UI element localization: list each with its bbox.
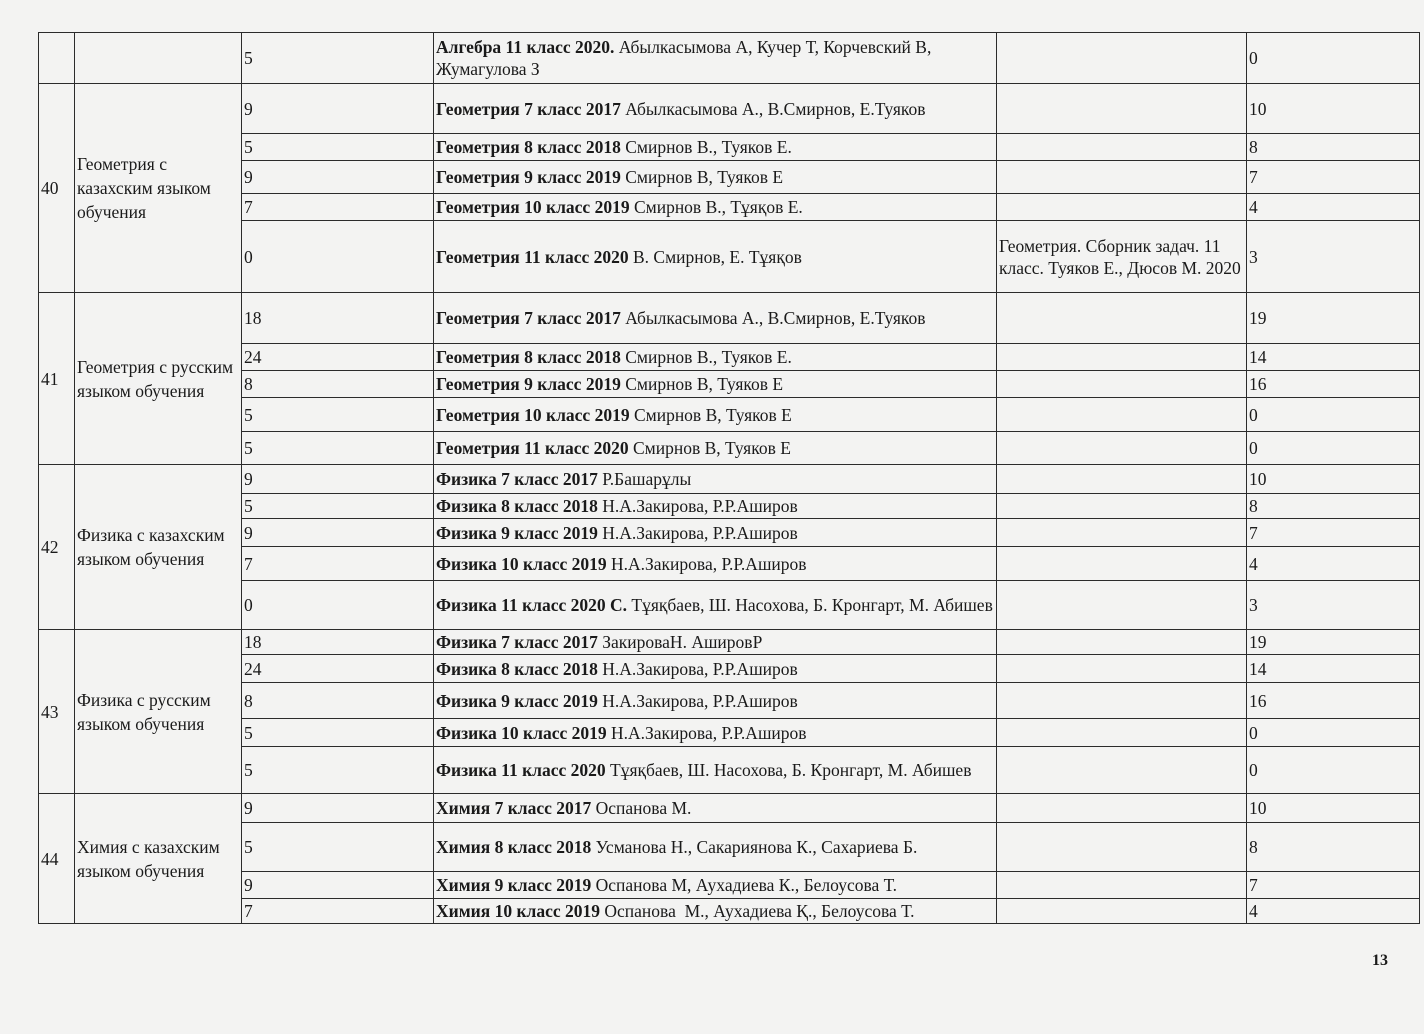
textbook-table-body [39, 33, 1420, 924]
table-row [39, 823, 1420, 872]
textbook-title: Химия 9 класс 2019 [436, 875, 592, 895]
row-number: 40 [39, 84, 75, 293]
extra-material-cell: Геометрия. Сборник задач. 11 класс. Туяков Е., Дюсов М. 2020 [997, 221, 1247, 293]
extra-material-cell [997, 823, 1247, 872]
available-cell: 4 [1247, 899, 1420, 924]
available-cell: 0 [1247, 398, 1420, 432]
textbook-cell [434, 747, 997, 794]
table-row [39, 293, 1420, 344]
table-row [39, 872, 1420, 899]
textbook-cell [434, 823, 997, 872]
quantity-cell: 24 [242, 344, 434, 371]
table-row [39, 519, 1420, 547]
textbook-table [38, 32, 1420, 924]
extra-material-cell [997, 494, 1247, 519]
textbook-authors: Тұяқбаев, Ш. Насохова, Б. Кронгарт, М. Абишев [605, 760, 972, 780]
textbook-authors: ЗакироваН. АшировР [597, 632, 763, 652]
quantity-cell: 7 [242, 547, 434, 581]
table-row [39, 581, 1420, 630]
textbook-title: Химия 7 класс 2017 [436, 798, 592, 818]
subject-cell: Физика с русским языком обучения [75, 630, 242, 794]
quantity-cell: 18 [242, 293, 434, 344]
textbook-cell [434, 134, 997, 161]
extra-material-cell [997, 33, 1247, 84]
table-row [39, 33, 1420, 84]
textbook-cell [434, 630, 997, 655]
available-cell: 0 [1247, 719, 1420, 747]
quantity-cell: 9 [242, 465, 434, 494]
quantity-cell: 5 [242, 432, 434, 465]
textbook-title: Геометрия 7 класс 2017 [436, 98, 621, 119]
available-cell: 19 [1247, 293, 1420, 344]
table-row [39, 683, 1420, 719]
textbook-title: Геометрия 8 класс 2018 [436, 347, 621, 367]
available-cell: 8 [1247, 823, 1420, 872]
textbook-title: Физика 8 класс 2018 [436, 658, 598, 679]
textbook-title: Физика 11 класс 2020 С. [436, 595, 628, 615]
extra-material-cell [997, 134, 1247, 161]
extra-material-cell [997, 371, 1247, 398]
textbook-authors: Смирнов В., Туяков Е. [620, 137, 792, 157]
quantity-cell: 7 [242, 194, 434, 221]
available-cell: 16 [1247, 683, 1420, 719]
quantity-cell: 5 [242, 823, 434, 872]
quantity-cell: 5 [242, 33, 434, 84]
textbook-authors: Оспанова М, Аухадиева К., Белоусова Т. [591, 875, 897, 895]
table-row [39, 465, 1420, 494]
textbook-cell [434, 33, 997, 84]
table-row [39, 655, 1420, 683]
table-row [39, 221, 1420, 293]
textbook-cell [434, 371, 997, 398]
textbook-authors: Усманова Н., Сакариянова К., Сахариева Б. [591, 837, 918, 857]
quantity-cell: 18 [242, 630, 434, 655]
textbook-cell [434, 547, 997, 581]
textbook-title: Геометрия 11 класс 2020 [436, 246, 629, 267]
textbook-authors: В. Смирнов, Е. Тұяқов [628, 246, 802, 267]
textbook-cell [434, 494, 997, 519]
textbook-authors: Смирнов В, Туяков Е [628, 438, 791, 458]
table-row [39, 194, 1420, 221]
textbook-title: Геометрия 9 класс 2019 [436, 167, 621, 187]
textbook-title: Геометрия 8 класс 2018 [436, 137, 621, 157]
row-number: 44 [39, 794, 75, 924]
extra-material-cell [997, 547, 1247, 581]
textbook-cell [434, 432, 997, 465]
quantity-cell: 8 [242, 371, 434, 398]
quantity-cell: 0 [242, 581, 434, 630]
available-cell: 3 [1247, 221, 1420, 293]
table-row [39, 84, 1420, 134]
textbook-title: Физика 10 класс 2019 [436, 722, 607, 743]
quantity-cell: 5 [242, 398, 434, 432]
textbook-authors: Н.А.Закирова, Р.Р.Аширов [597, 522, 798, 543]
quantity-cell: 9 [242, 872, 434, 899]
textbook-title: Геометрия 9 класс 2019 [436, 374, 621, 394]
quantity-cell: 24 [242, 655, 434, 683]
quantity-cell: 9 [242, 794, 434, 823]
textbook-authors: Абылкасымова А., В.Смирнов, Е.Туяков [620, 98, 926, 119]
available-cell: 10 [1247, 465, 1420, 494]
textbook-authors: Смирнов В., Туяков Е. [620, 347, 792, 367]
table-row [39, 794, 1420, 823]
textbook-cell [434, 794, 997, 823]
textbook-authors: Смирнов В, Туяков Е [620, 167, 784, 187]
extra-material-cell [997, 398, 1247, 432]
extra-material-cell [997, 519, 1247, 547]
extra-material-cell [997, 872, 1247, 899]
table-row [39, 719, 1420, 747]
textbook-title: Геометрия 11 класс 2020 [436, 438, 629, 458]
textbook-title: Геометрия 10 класс 2019 [436, 197, 630, 217]
extra-material-cell [997, 794, 1247, 823]
table-row [39, 747, 1420, 794]
table-row [39, 432, 1420, 465]
extra-material-cell [997, 293, 1247, 344]
textbook-authors: Смирнов В, Туяков Е [629, 404, 792, 425]
textbook-authors: Н.А.Закирова, Р.Р.Аширов [606, 553, 807, 574]
table-row [39, 161, 1420, 194]
extra-material-cell [997, 719, 1247, 747]
textbook-authors: Н.А.Закирова, Р.Р.Аширов [597, 690, 798, 711]
textbook-authors: Н.А.Закирова, Р.Р.Аширов [597, 496, 798, 516]
available-cell: 8 [1247, 494, 1420, 519]
textbook-authors: Р.Башарұлы [597, 469, 692, 489]
quantity-cell: 9 [242, 161, 434, 194]
available-cell: 7 [1247, 872, 1420, 899]
textbook-cell [434, 344, 997, 371]
textbook-title: Физика 7 класс 2017 [436, 469, 598, 489]
table-row [39, 899, 1420, 924]
textbook-cell [434, 872, 997, 899]
available-cell: 19 [1247, 630, 1420, 655]
textbook-title: Химия 8 класс 2018 [436, 837, 592, 857]
textbook-title: Алгебра 11 класс 2020. [436, 37, 615, 57]
extra-material-cell [997, 747, 1247, 794]
textbook-cell [434, 221, 997, 293]
extra-material-cell [997, 655, 1247, 683]
textbook-cell [434, 194, 997, 221]
extra-material-cell [997, 683, 1247, 719]
textbook-authors: Абылкасымова А., В.Смирнов, Е.Туяков [620, 308, 926, 328]
textbook-cell [434, 465, 997, 494]
textbook-title: Физика 7 класс 2017 [436, 632, 598, 652]
subject-cell: Геометрия с русским языком обучения [75, 293, 242, 465]
textbook-authors: Смирнов В, Туяков Е [620, 374, 784, 394]
row-number: 42 [39, 465, 75, 630]
page-number: 13 [1372, 952, 1388, 969]
extra-material-cell [997, 194, 1247, 221]
row-number [39, 33, 75, 84]
textbook-cell [434, 581, 997, 630]
extra-material-cell [997, 344, 1247, 371]
quantity-cell: 5 [242, 494, 434, 519]
table-row [39, 630, 1420, 655]
table-row [39, 344, 1420, 371]
quantity-cell: 0 [242, 221, 434, 293]
quantity-cell: 7 [242, 899, 434, 924]
textbook-cell [434, 719, 997, 747]
available-cell: 3 [1247, 581, 1420, 630]
textbook-title: Химия 10 класс 2019 [436, 901, 601, 921]
textbook-authors: Абылкасымова А, Кучер Т, Корчевский В, Жумагулова З [436, 37, 936, 79]
available-cell: 16 [1247, 371, 1420, 398]
subject-cell: Геометрия с казахским языком обучения [75, 84, 242, 293]
table-row [39, 494, 1420, 519]
textbook-authors: Смирнов В., Тұяқов Е. [629, 197, 803, 217]
textbook-cell [434, 519, 997, 547]
available-cell: 7 [1247, 161, 1420, 194]
subject-cell [75, 33, 242, 84]
textbook-authors: Оспанова М., Аухадиева Қ., Белоусова Т. [600, 901, 915, 921]
row-number: 43 [39, 630, 75, 794]
available-cell: 4 [1247, 194, 1420, 221]
extra-material-cell [997, 581, 1247, 630]
quantity-cell: 8 [242, 683, 434, 719]
extra-material-cell [997, 899, 1247, 924]
textbook-cell [434, 683, 997, 719]
textbook-title: Геометрия 7 класс 2017 [436, 308, 621, 328]
available-cell: 0 [1247, 432, 1420, 465]
available-cell: 8 [1247, 134, 1420, 161]
quantity-cell: 5 [242, 719, 434, 747]
quantity-cell: 5 [242, 747, 434, 794]
textbook-title: Физика 9 класс 2019 [436, 690, 598, 711]
textbook-cell [434, 161, 997, 194]
extra-material-cell [997, 630, 1247, 655]
subject-cell: Физика с казахским языком обучения [75, 465, 242, 630]
available-cell: 0 [1247, 747, 1420, 794]
table-row [39, 398, 1420, 432]
available-cell: 7 [1247, 519, 1420, 547]
extra-material-cell [997, 84, 1247, 134]
textbook-authors: Тұяқбаев, Ш. Насохова, Б. Кронгарт, М. Абишев [627, 595, 993, 615]
available-cell: 10 [1247, 84, 1420, 134]
textbook-authors: Оспанова М. [591, 798, 692, 818]
available-cell: 4 [1247, 547, 1420, 581]
textbook-title: Физика 10 класс 2019 [436, 553, 607, 574]
textbook-title: Физика 9 класс 2019 [436, 522, 598, 543]
quantity-cell: 9 [242, 84, 434, 134]
textbook-title: Геометрия 10 класс 2019 [436, 404, 630, 425]
table-row [39, 134, 1420, 161]
quantity-cell: 5 [242, 134, 434, 161]
textbook-cell [434, 398, 997, 432]
extra-material-cell [997, 432, 1247, 465]
textbook-cell [434, 899, 997, 924]
extra-material-cell [997, 465, 1247, 494]
textbook-authors: Н.А.Закирова, Р.Р.Аширов [597, 658, 798, 679]
available-cell: 10 [1247, 794, 1420, 823]
available-cell: 14 [1247, 344, 1420, 371]
textbook-cell [434, 655, 997, 683]
available-cell: 0 [1247, 33, 1420, 84]
table-row [39, 371, 1420, 398]
textbook-cell [434, 84, 997, 134]
extra-material-cell [997, 161, 1247, 194]
table-row [39, 547, 1420, 581]
textbook-cell [434, 293, 997, 344]
textbook-title: Физика 8 класс 2018 [436, 496, 598, 516]
quantity-cell: 9 [242, 519, 434, 547]
textbook-authors: Н.А.Закирова, Р.Р.Аширов [606, 722, 807, 743]
available-cell: 14 [1247, 655, 1420, 683]
textbook-title: Физика 11 класс 2020 [436, 760, 606, 780]
subject-cell: Химия с казахским языком обучения [75, 794, 242, 924]
row-number: 41 [39, 293, 75, 465]
